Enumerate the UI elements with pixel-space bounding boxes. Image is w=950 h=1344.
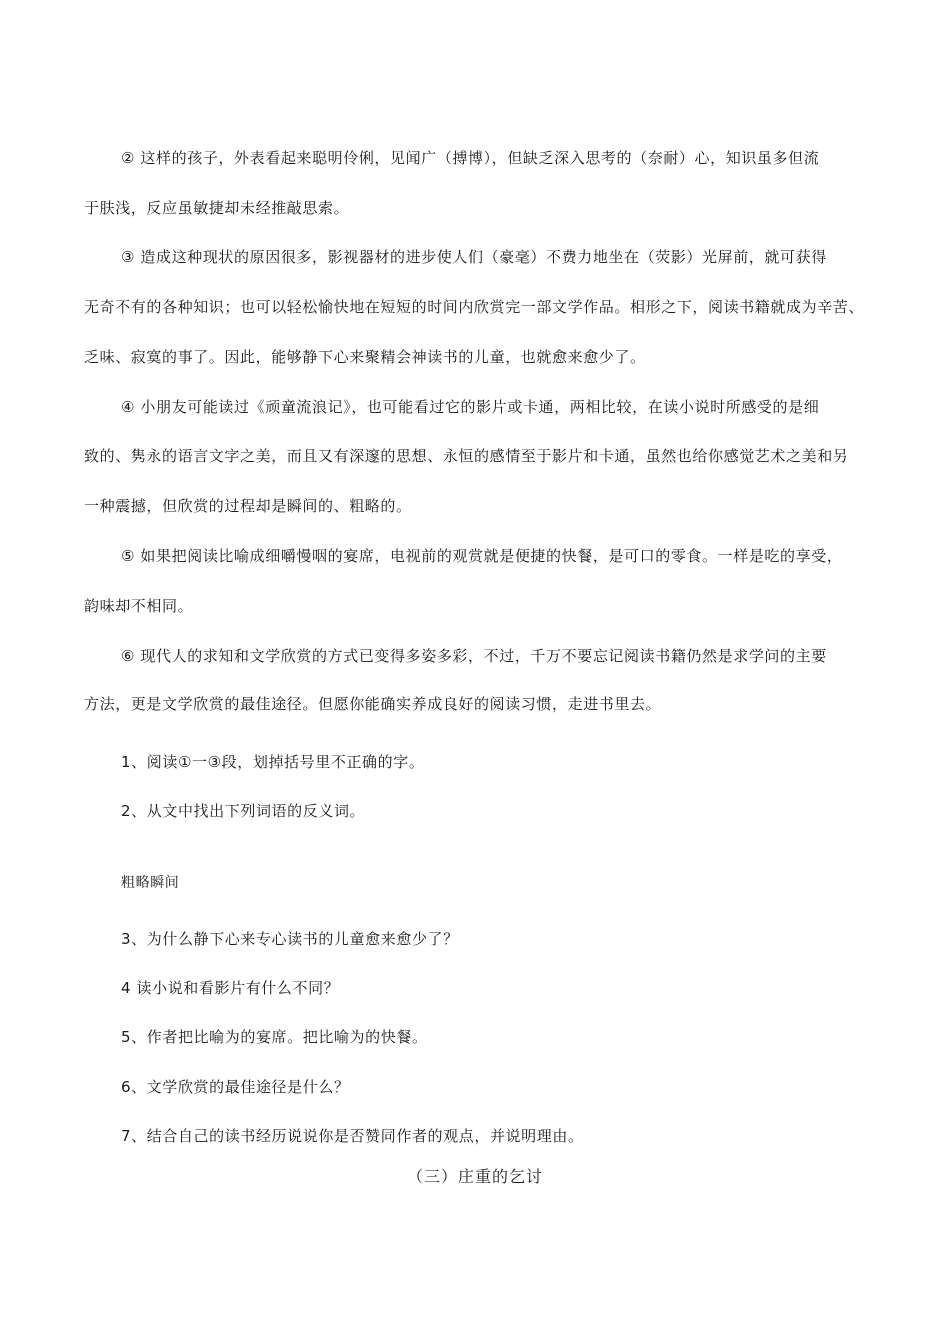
paragraph-6-line-1: ⑥ 现代人的求知和文学欣赏的方式已变得多姿多彩，不过，千万不要忘记阅读书籍仍然是求学问的主要 — [121, 647, 827, 665]
paragraph-3-line-1: ③ 造成这种现状的原因很多，影视器材的进步使人们（豪毫）不费力地坐在（荧影）光屏前，就可获得 — [121, 248, 827, 266]
paragraph-5-line-2: 韵味却不相同。 — [84, 597, 194, 615]
paragraph-3-line-3: 乏味、寂寞的事了。因此，能够静下心来聚精会神读书的儿童，也就愈来愈少了。 — [84, 348, 646, 366]
section-heading: （三）庄重的乞讨 — [406, 1167, 543, 1186]
paragraph-4-line-2: 致的、隽永的语言文字之美，而且又有深邃的思想、永恒的感情至于影片和卡通，虽然也给你感觉艺术之美和另 — [84, 447, 849, 465]
antonym-words: 粗略瞬间 — [121, 875, 180, 891]
paragraph-3-line-2: 无奇不有的各种知识；也可以轻松愉快地在短短的时间内欣赏完一部文学作品。相形之下，阅读书籍就成为辛苦、 — [84, 298, 865, 316]
question-1: 1、阅读①一③段，划掉括号里不正确的字。 — [121, 753, 425, 771]
paragraph-2-line-1: ② 这样的孩子，外表看起来聪明伶俐，见闻广（搏博），但缺乏深入思考的（奈耐）心，知识虽多但流 — [121, 149, 820, 167]
question-7: 7、结合自己的读书经历说说你是否赞同作者的观点，并说明理由。 — [121, 1127, 584, 1145]
question-2: 2、从文中找出下列词语的反义词。 — [121, 802, 366, 820]
paragraph-4-line-1: ④ 小朋友可能读过《顽童流浪记》，也可能看过它的影片或卡通，两相比较，在读小说时所感受的是细 — [121, 398, 820, 416]
question-3: 3、为什么静下心来专心读书的儿童愈来愈少了？ — [121, 930, 459, 948]
paragraph-2-line-2: 于肤浅，反应虽敏捷却未经推敲思索。 — [84, 199, 350, 217]
paragraph-5-line-1: ⑤ 如果把阅读比喻成细嚼慢咽的宴席，电视前的观赏就是便捷的快餐，是可口的零食。一样是吃的享受， — [121, 547, 843, 565]
question-6: 6、文学欣赏的最佳途径是什么？ — [121, 1078, 350, 1096]
paragraph-6-line-2: 方法，更是文学欣赏的最佳途径。但愿你能确实养成良好的阅读习惯，走进书里去。 — [84, 695, 662, 713]
question-5: 5、作者把比喻为的宴席。把比喻为的快餐。 — [121, 1028, 428, 1046]
paragraph-4-line-3: 一种震撼，但欣赏的过程却是瞬间的、粗略的。 — [84, 497, 412, 515]
question-4: 4 读小说和看影片有什么不同？ — [121, 979, 340, 997]
